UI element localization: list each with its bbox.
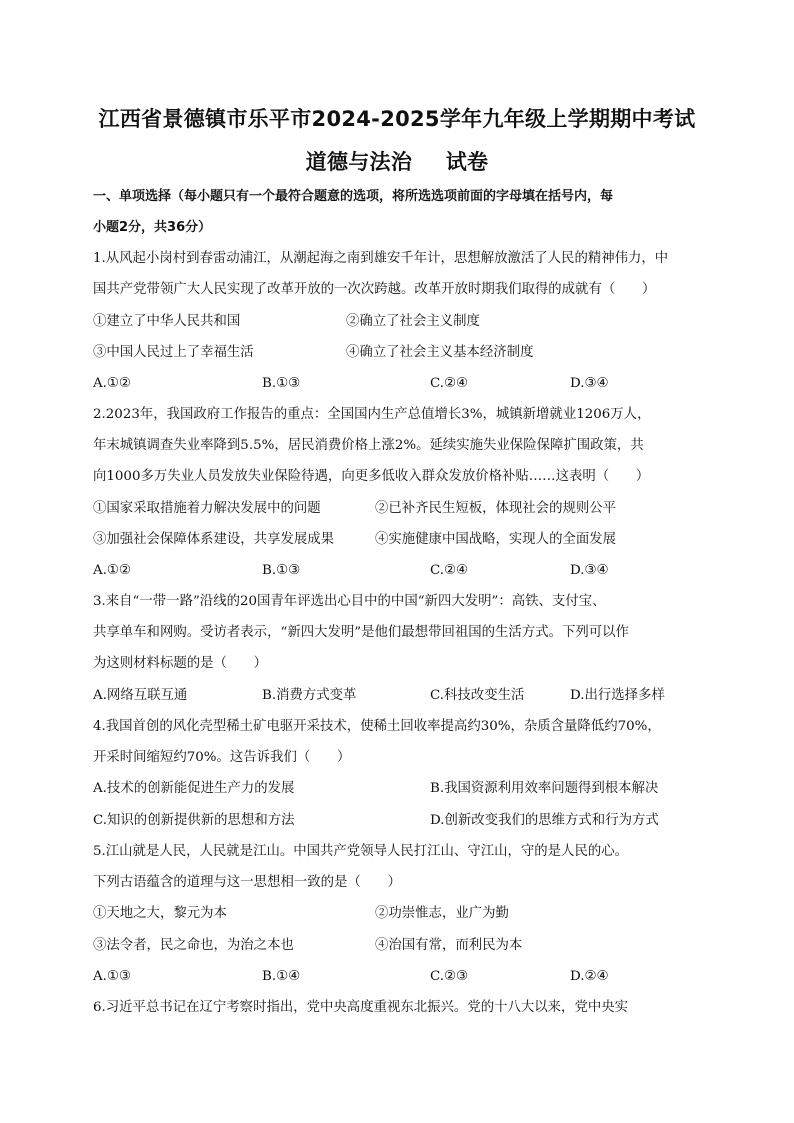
q1-statement-3: ③中国人民过上了幸福生活	[93, 345, 254, 360]
q1-choice-a[interactable]: A.①②	[93, 376, 131, 391]
question-5-stem: 5.江山就是人民，人民就是江山。中国共产党领导人民打江山、守江山，守的是人民的心。	[93, 844, 629, 859]
q4-choice-c[interactable]: C.知识的创新提供新的思想和方法	[93, 813, 295, 828]
q2-statement-1: ①国家采取措施着力解决发展中的问题	[93, 501, 321, 516]
q5-choice-b[interactable]: B.①④	[262, 969, 301, 984]
q1-statement-1: ①建立了中华人民共和国	[93, 314, 241, 329]
q5-statement-1: ①天地之大，黎元为本	[93, 906, 227, 921]
q3-choice-b[interactable]: B.消费方式变革	[262, 688, 357, 703]
question-1-stem-cont: 国共产党带领广大人民实现了改革开放的一次次跨越。改革开放时期我们取得的成就有（ ）	[93, 282, 656, 297]
q5-choice-a[interactable]: A.①③	[93, 969, 131, 984]
q3-choice-a[interactable]: A.网络互联互通	[93, 688, 188, 703]
section-heading-cont: 小题2分，共36分）	[93, 220, 212, 235]
question-2-stem-cont-1: 年末城镇调查失业率降到5.5%，居民消费价格上涨2%。延续实施失业保险保障扩围政策，共	[93, 438, 644, 453]
q5-choice-d[interactable]: D.②④	[570, 969, 609, 984]
q1-statement-2: ②确立了社会主义制度	[346, 314, 480, 329]
q2-choice-d[interactable]: D.③④	[570, 563, 609, 578]
question-4-stem: 4.我国首创的风化壳型稀土矿电驱开采技术，使稀土回收率提高约30%，杂质含量降低约70%，	[93, 719, 661, 734]
question-3-stem-cont-1: 共享单车和网购。受访者表示，“新四大发明”是他们最想带回祖国的生活方式。下列可以作	[93, 625, 629, 640]
question-5-stem-cont: 下列古语蕴含的道理与这一思想相一致的是（ ）	[93, 875, 401, 890]
q1-choice-c[interactable]: C.②④	[430, 376, 469, 391]
q1-choice-b[interactable]: B.①③	[262, 376, 301, 391]
q1-statement-4: ④确立了社会主义基本经济制度	[346, 345, 534, 360]
q1-choice-d[interactable]: D.③④	[570, 376, 609, 391]
question-4-stem-cont: 开采时间缩短约70%。这告诉我们（ ）	[93, 750, 351, 765]
q2-statement-3: ③加强社会保障体系建设，共享发展成果	[93, 532, 335, 547]
q5-choice-c[interactable]: C.②③	[430, 969, 469, 984]
q2-choice-c[interactable]: C.②④	[430, 563, 469, 578]
question-2-stem: 2.2023年，我国政府工作报告的重点：全国国内生产总值增长3%，城镇新增就业1206万人，	[93, 407, 651, 422]
q5-statement-3: ③法令者，民之命也，为治之本也	[93, 938, 294, 953]
exam-title: 江西省景德镇市乐平市2024-2025学年九年级上学期期中考试	[98, 107, 696, 131]
question-1-stem: 1.从风起小岗村到春雷动浦江，从潮起海之南到雄安千年计，思想解放激活了人民的精神伟力，中	[93, 251, 669, 266]
q4-choice-a[interactable]: A.技术的创新能促进生产力的发展	[93, 781, 295, 796]
q5-statement-4: ④治国有常，而利民为本	[375, 938, 523, 953]
q2-choice-a[interactable]: A.①②	[93, 563, 131, 578]
q4-choice-d[interactable]: D.创新改变我们的思维方式和行为方式	[430, 813, 659, 828]
q2-statement-2: ②已补齐民生短板，体现社会的规则公平	[375, 501, 617, 516]
q2-choice-b[interactable]: B.①③	[262, 563, 301, 578]
q3-choice-c[interactable]: C.科技改变生活	[430, 688, 525, 703]
exam-subtitle: 道德与法治 试卷	[305, 150, 489, 174]
q5-statement-2: ②功崇惟志，业广为勤	[375, 906, 509, 921]
q3-choice-d[interactable]: D.出行选择多样	[570, 688, 665, 703]
section-heading: 一、单项选择（每小题只有一个最符合题意的选项，将所选选项前面的字母填在括号内，每	[93, 189, 614, 204]
question-3-stem: 3.来自“一带一路”沿线的20国青年评选出心目中的中国“新四大发明”：高铁、支付宝、	[93, 594, 606, 609]
question-6-stem: 6.习近平总书记在辽宁考察时指出，党中央高度重视东北振兴。党的十八大以来，党中央实	[93, 1000, 629, 1015]
question-2-stem-cont-2: 向1000多万失业人员发放失业保险待遇，向更多低收入群众发放价格补贴……这表明（ ）	[93, 469, 650, 484]
q4-choice-b[interactable]: B.我国资源利用效率问题得到根本解决	[430, 781, 659, 796]
q2-statement-4: ④实施健康中国战略，实现人的全面发展	[375, 532, 617, 547]
question-3-stem-cont-2: 为这则材料标题的是（ ）	[93, 656, 268, 671]
